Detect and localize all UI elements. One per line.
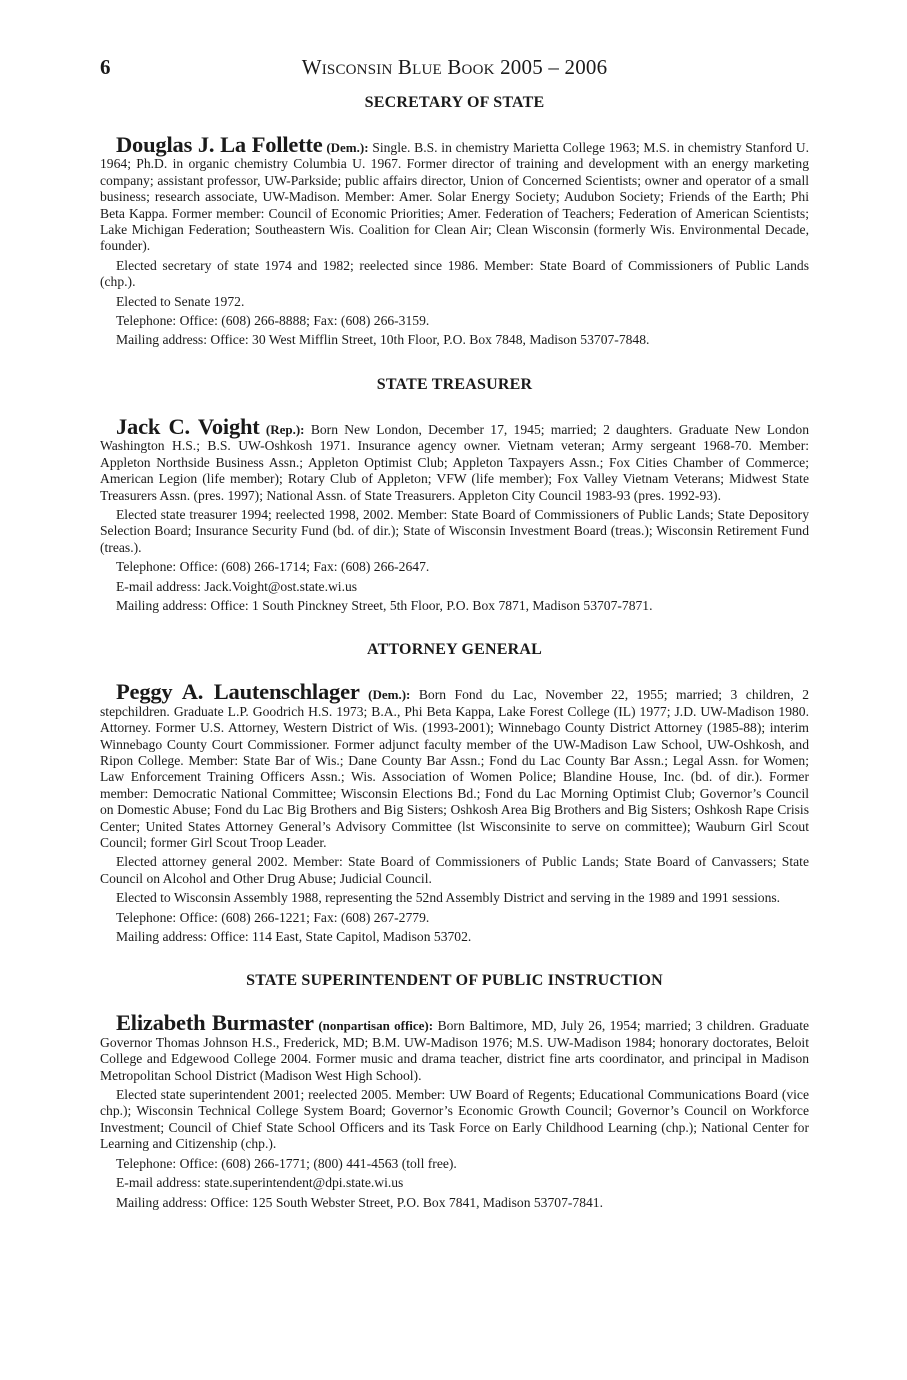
email-line: E-mail address: state.superintendent@dpi.state.wi.us bbox=[116, 1175, 404, 1191]
senate-paragraph: Elected to Senate 1972. bbox=[116, 293, 245, 309]
official-name: Jack C. Voight bbox=[116, 413, 260, 439]
section-heading: STATE SUPERINTENDENT OF PUBLIC INSTRUCTION bbox=[246, 972, 663, 990]
section-heading: STATE TREASURER bbox=[376, 375, 533, 393]
party-affiliation: (Dem.): bbox=[368, 687, 411, 703]
telephone-line: Telephone: Office: (608) 266-1714; Fax: (608) 266-2647. bbox=[116, 559, 430, 575]
section-attorney-general bbox=[100, 639, 809, 964]
assembly-paragraph: Elected to Wisconsin Assembly 1988, representing the 52nd Assembly District and serving in the 1989 and 1991 sessions. bbox=[116, 890, 781, 906]
mailing-address-line: Mailing address: Office: 125 South Webster Street, P.O. Box 7841, Madison 53707-7841. bbox=[116, 1194, 603, 1210]
running-head bbox=[100, 52, 809, 86]
telephone-line: Telephone: Office: (608) 266-1221; Fax: (608) 267-2779. bbox=[116, 909, 430, 925]
section-heading: SECRETARY OF STATE bbox=[364, 94, 545, 111]
page bbox=[100, 52, 809, 1214]
biography-paragraph bbox=[100, 1010, 810, 1084]
biography-paragraph bbox=[100, 132, 809, 255]
page-number: 6 bbox=[100, 55, 111, 79]
elected-paragraph: Elected secretary of state 1974 and 1982; reelected since 1986. Member: State Board of Commissioners of Public Lands (chp.). bbox=[100, 257, 809, 290]
elected-paragraph: Elected state superintendent 2001; reelected 2005. Member: UW Board of Regents; Educational Communications Board (vice chp.); Wisconsin Technical College System Board; Governor’s Economic Growth Council; Governor’s Council on Workforce Investment; Council of Chief State School Officers and its Task Force on Early Childhood Learning (chp.); National Center for Learning and Citizenship (chp.). bbox=[100, 1087, 809, 1152]
mailing-address-line: Mailing address: Office: 114 East, State Capitol, Madison 53702. bbox=[116, 929, 472, 945]
biography-paragraph bbox=[100, 679, 809, 851]
section-secretary-of-state bbox=[100, 92, 809, 368]
official-name: Douglas J. La Follette bbox=[116, 132, 323, 157]
mailing-address-line: Mailing address: Office: 30 West Mifflin Street, 10th Floor, P.O. Box 7848, Madison 53707-7848. bbox=[116, 332, 650, 348]
elected-paragraph: Elected state treasurer 1994; reelected 1998, 2002. Member: State Board of Commissioners of Public Lands; State Depository Selection Board; Insurance Security Fund (bd. of dir.); State of Wisconsin Investment Board (treas.); Wisconsin Retirement Fund (treas.). bbox=[100, 506, 809, 555]
party-affiliation: (Rep.): bbox=[265, 421, 305, 437]
biography-text: Born New London, December 17, 1945; married; 2 daughters. Graduate New London Washington H.S.; B.S. UW-Oshkosh 1971. Insurance agency owner. Vietnam veteran; Army sergeant 1968-70. Member: Appleton Northside Business Assn.; Appleton Optimist Club; Appleton Taxpayers Assn.; Fox Cities Chamber of Commerce; American Legion (life member); Rotary Club of Appleton; VFW (life member); Fox Valley Vietnam Veterans; Midwest State Treasurers Assn. (pres. 1997); National Assn. of State Treasurers. Appleton City Council 1983-93 (pres. 1992-93). bbox=[100, 421, 810, 503]
telephone-line: Telephone: Office: (608) 266-1771; (800) 441-4563 (toll free). bbox=[116, 1155, 457, 1171]
email-line: E-mail address: Jack.Voight@ost.state.wi.us bbox=[116, 578, 358, 594]
section-state-treasurer bbox=[100, 374, 809, 633]
official-name: Peggy A. Lautenschlager bbox=[116, 679, 360, 705]
party-affiliation: (Dem.): bbox=[326, 140, 369, 155]
biography-text: Single. B.S. in chemistry Marietta College 1963; M.S. in chemistry Stanford U. 1964; Ph.D. in organic chemistry Columbia U. 1967. Former director of training and development with an energy marketing company; assistant professor, UW-Parkside; public affairs director, Union of Concerned Scientists; owner and operator of a small business; research associate, UW-Madison. Member: Amer. Solar Energy Society; Audubon Society; Friends of the Earth; Phi Beta Kappa. Former member: Council of Economic Priorities; Amer. Federation of Teachers; Federation of American Scientists; Lake Michigan Federation; Southeastern Wis. Coalition for Clean Air; Clean Wisconsin (formerly Wis. Environmental Decade, founder). bbox=[100, 140, 809, 254]
party-affiliation: (nonpartisan office): bbox=[318, 1018, 434, 1034]
biography-text: Born Baltimore, MD, July 26, 1954; married; 3 children. Graduate Governor Thomas Johnson H.S., Frederick, MD; B.M. UW-Madison 1976; M.S. UW-Madison 1984; honorary doctorates, Beloit College and Edgewood College 2004. Former music and drama teacher, district fine arts coordinator, and principal in Madison Metropolitan School District (Madison West High School). bbox=[100, 1018, 810, 1083]
official-name: Elizabeth Burmaster bbox=[116, 1010, 314, 1036]
running-title: Wisconsin Blue Book 2005 – 2006 bbox=[301, 55, 608, 79]
section-state-superintendent bbox=[100, 970, 809, 1210]
elected-paragraph: Elected attorney general 2002. Member: State Board of Commissioners of Public Lands; State Board of Canvassers; State Council on Alcohol and Other Drug Abuse; Judicial Council. bbox=[100, 854, 809, 886]
biography-text: Born Fond du Lac, November 22, 1955; married; 3 children, 2 stepchildren. Graduate L.P. Goodrich H.S. 1973; B.A., Phi Beta Kappa, Lake Forest College (IL) 1977; J.D. UW-Madison 1980. Attorney. Former U.S. Attorney, Western District of Wis. (1993-2001); Winnebago County District Attorney (1985-88); interim Winnebago County Court Commissioner. Former adjunct faculty member of the UW-Madison Law School, UW-Oshkosh, and Ripon College. Member: State Bar of Wis.; Dane County Bar Assn.; Fond du Lac County Bar Assn.; Legal Assn. for Women; Law Enforcement Training Officers Assn.; Wis. Association of Women Police; Blandine House, Inc. (bd. of dir.). Former member: Democratic National Committee; Wisconsin Elections Bd.; Fond du Lac Morning Optimist Club; Governor’s Council on Domestic Abuse; Fond du Lac Big Brothers and Big Sisters; Oshkosh Area Big Brothers and Big Sisters; Oshkosh Rape Crisis Center; United States Attorney General’s Advisory Committee (lst Wisconsinite to serve on committee); Wauburn Girl Scout Council; former Girl Scout Troop Leader. bbox=[100, 687, 809, 850]
biography-paragraph bbox=[100, 413, 810, 504]
section-heading: ATTORNEY GENERAL bbox=[367, 641, 542, 659]
telephone-line: Telephone: Office: (608) 266-8888; Fax: (608) 266-3159. bbox=[116, 313, 430, 329]
mailing-address-line: Mailing address: Office: 1 South Pinckney Street, 5th Floor, P.O. Box 7871, Madison 53707-7871. bbox=[116, 597, 653, 613]
